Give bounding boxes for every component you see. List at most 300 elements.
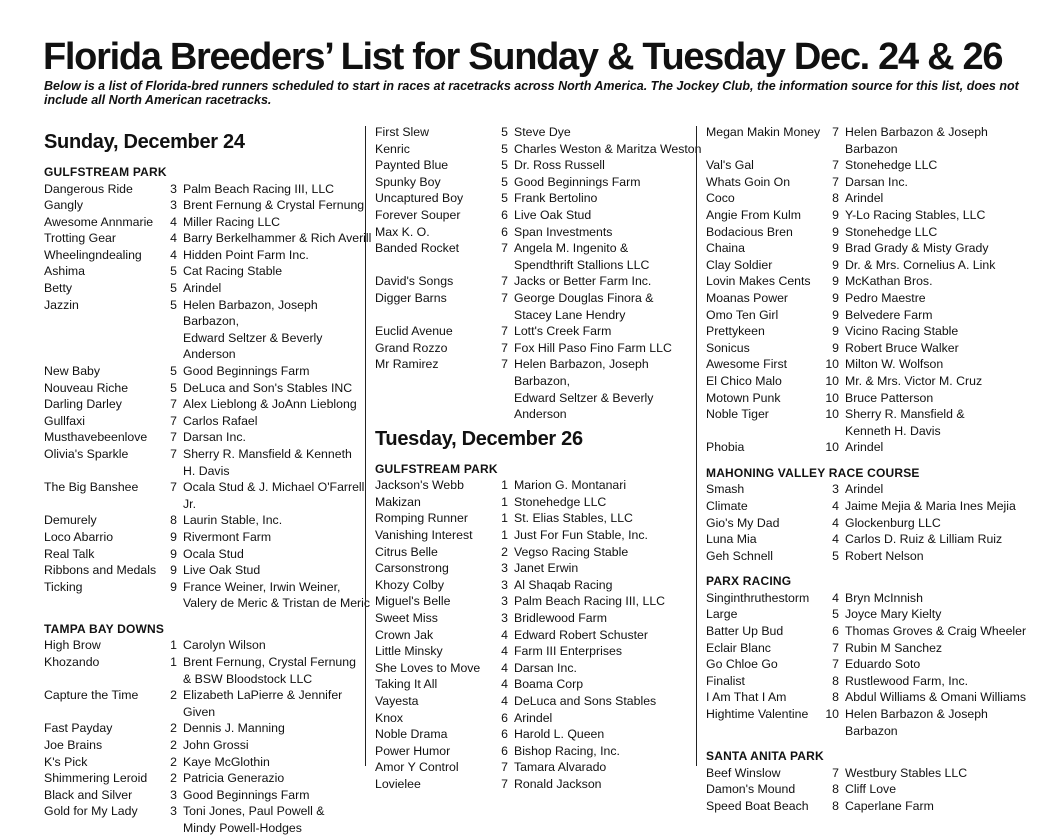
owner-name: DeLuca and Son's Stables INC: [183, 380, 353, 395]
race-number: 4: [832, 515, 839, 530]
owner-name: Darsan Inc.: [183, 430, 246, 445]
race-number: 2: [170, 738, 177, 752]
owner-name: Jacks or Better Farm Inc.: [514, 274, 652, 289]
owner-name: Ocala Stud & J. Michael O'Farrell Jr.: [183, 480, 365, 511]
entry-row: [44, 720, 374, 737]
horse-name: Banded Rocket: [375, 241, 460, 256]
horse-name: First Slew: [375, 125, 429, 139]
horse-name: Khozando: [44, 655, 100, 670]
race-number: 5: [170, 281, 177, 296]
track-heading: PARX RACING: [706, 574, 792, 589]
race-number: 4: [170, 214, 177, 229]
track-heading: GULFSTREAM PARK: [375, 461, 498, 476]
race-number: 5: [832, 548, 839, 563]
owner-name: Dr. & Mrs. Cornelius A. Link: [845, 257, 996, 272]
horse-name: Angie From Kulm: [706, 207, 801, 222]
entry-row: [44, 363, 374, 380]
race-number: 7: [832, 640, 839, 655]
entry-row: [44, 263, 374, 280]
horse-name: Real Talk: [44, 546, 95, 561]
horse-name: Whats Goin On: [706, 174, 791, 189]
horse-name: Chaina: [706, 241, 745, 256]
race-number: 4: [832, 498, 839, 513]
entry-row: [375, 676, 705, 693]
owner-name: Vicino Racing Stable: [845, 324, 959, 339]
entry-row: [375, 494, 705, 511]
entry-row: [375, 710, 705, 727]
entry-row: [44, 181, 374, 198]
horse-name: Gold for My Lady: [44, 804, 138, 819]
owner-name: Arindel: [514, 710, 553, 725]
owner-name: Sherry R. Mansfield & Kenneth H. Davis: [183, 447, 352, 478]
horse-name: Eclair Blanc: [706, 640, 771, 655]
horse-name: Gangly: [44, 198, 83, 213]
entry-row: [44, 687, 374, 720]
entry-row: [44, 413, 374, 430]
race-number: 1: [170, 638, 177, 653]
horse-name: Omo Ten Girl: [706, 307, 779, 322]
owner-name: Helen Barbazon, Joseph Barbazon, Edward Seltzer & Beverly Anderson: [183, 297, 323, 362]
horse-name: El Chico Malo: [706, 373, 782, 388]
race-number: 9: [832, 207, 839, 222]
race-number: 6: [501, 727, 508, 742]
entry-row: [44, 479, 374, 512]
horse-name: Singinthruthestorm: [706, 590, 810, 605]
owner-name: Milton W. Wolfson: [845, 357, 944, 372]
race-number: 1: [501, 478, 508, 493]
owner-name: Brent Fernung & Crystal Fernung: [183, 198, 365, 213]
race-number: 9: [832, 324, 839, 339]
race-number: 10: [825, 357, 839, 372]
race-number: 3: [170, 804, 177, 819]
race-number: 3: [501, 561, 508, 576]
owner-name: Y-Lo Racing Stables, LLC: [845, 207, 986, 222]
horse-name: Awesome Annmarie: [44, 214, 154, 229]
entry-row: [706, 481, 1036, 498]
entry-row: [706, 590, 1036, 607]
race-number: 5: [501, 191, 508, 206]
owner-name: Farm III Enterprises: [514, 644, 622, 659]
entry-row: [44, 737, 374, 754]
owner-name: St. Elias Stables, LLC: [514, 511, 633, 526]
owner-name: Marion G. Montanari: [514, 478, 627, 493]
race-number: 4: [832, 590, 839, 605]
horse-name: Max K. O.: [375, 224, 430, 239]
race-number: 6: [501, 710, 508, 725]
entry-row: [375, 776, 705, 793]
horse-name: Bodacious Bren: [706, 224, 793, 239]
entry-row: [706, 240, 1036, 257]
entry-row: [706, 224, 1036, 241]
race-number: 5: [501, 125, 508, 139]
entry-row: [44, 546, 374, 563]
entry-row: [706, 190, 1036, 207]
owner-name: Charles Weston & Maritza Weston: [514, 141, 702, 156]
entry-row: [706, 390, 1036, 407]
race-number: 7: [501, 760, 508, 775]
owner-name: Joyce Mary Kielty: [845, 607, 942, 622]
horse-name: Damon's Mound: [706, 782, 796, 797]
race-number: 10: [825, 407, 839, 422]
horse-name: Val's Gal: [706, 158, 754, 173]
entry-row: [44, 637, 374, 654]
column-3: [706, 124, 1036, 814]
owner-name: Ronald Jackson: [514, 776, 602, 791]
owner-name: Frank Bertolino: [514, 191, 598, 206]
horse-name: Joe Brains: [44, 738, 103, 752]
horse-name: Shimmering Leroid: [44, 771, 148, 786]
owner-name: Dr. Ross Russell: [514, 158, 605, 173]
owner-name: Pedro Maestre: [845, 290, 926, 305]
race-number: 2: [170, 771, 177, 786]
owner-name: Ocala Stud: [183, 546, 244, 561]
horse-name: The Big Banshee: [44, 480, 139, 495]
race-number: 9: [832, 257, 839, 272]
entry-row: [706, 623, 1036, 640]
owner-name: Carlos D. Ruiz & Lilliam Ruiz: [845, 532, 1003, 547]
race-number: 7: [170, 447, 177, 461]
race-number: 7: [832, 657, 839, 672]
horse-name: Lovielee: [375, 776, 421, 791]
entry-row: [706, 124, 1036, 157]
entry-row: [375, 340, 705, 357]
entry-row: [44, 247, 374, 264]
race-number: 8: [832, 191, 839, 206]
race-number: 7: [170, 430, 177, 445]
race-number: 9: [170, 529, 177, 544]
race-number: 10: [825, 440, 839, 455]
owner-name: Live Oak Stud: [514, 207, 592, 222]
owner-name: Carolyn Wilson: [183, 638, 266, 653]
race-number: 3: [501, 594, 508, 609]
entry-row: [706, 515, 1036, 532]
race-number: 8: [832, 798, 839, 813]
horse-name: Paynted Blue: [375, 158, 449, 173]
owner-name: DeLuca and Sons Stables: [514, 693, 657, 708]
horse-name: Olivia's Sparkle: [44, 447, 129, 461]
owner-name: Rivermont Farm: [183, 529, 272, 544]
owner-name: Boama Corp: [514, 677, 584, 692]
horse-name: Ribbons and Medals: [44, 563, 157, 578]
column-2: [375, 124, 705, 792]
owner-name: George Douglas Finora & Stacey Lane Hendry: [514, 290, 654, 322]
track-heading: TAMPA BAY DOWNS: [44, 621, 165, 636]
race-number: 3: [170, 787, 177, 802]
race-number: 8: [832, 782, 839, 797]
horse-name: Batter Up Bud: [706, 624, 784, 639]
owner-name: Al Shaqab Racing: [514, 577, 613, 592]
horse-name: Loco Abarrio: [44, 529, 114, 544]
horse-name: Megan Makin Money: [706, 125, 821, 139]
race-number: 3: [170, 198, 177, 213]
horse-name: Ashima: [44, 264, 86, 279]
entry-row: [706, 640, 1036, 657]
owner-name: Kaye McGlothin: [183, 754, 270, 769]
entry-row: [706, 781, 1036, 798]
race-number: 2: [170, 688, 177, 703]
owner-name: France Weiner, Irwin Weiner, Valery de Meric & Tristan de Meric: [183, 579, 371, 611]
entry-row: [706, 548, 1036, 565]
entry-row: [375, 174, 705, 191]
owner-name: Thomas Groves & Craig Wheeler: [845, 624, 1027, 639]
owner-name: Vegso Racing Stable: [514, 544, 629, 559]
entry-row: [375, 224, 705, 241]
race-number: 8: [832, 690, 839, 705]
owner-name: Stonehedge LLC: [845, 224, 938, 239]
horse-name: Jazzin: [44, 297, 79, 312]
owner-name: Tamara Alvarado: [514, 760, 607, 775]
owner-name: Westbury Stables LLC: [845, 765, 968, 780]
entry-row: [375, 290, 705, 323]
race-number: 5: [170, 297, 177, 312]
entry-row: [375, 610, 705, 627]
owner-name: Elizabeth LaPierre & Jennifer Given: [183, 688, 343, 719]
owner-name: Good Beginnings Farm: [183, 787, 310, 802]
entry-row: [375, 477, 705, 494]
entry-row: [706, 689, 1036, 706]
race-number: 4: [501, 677, 508, 692]
owner-name: Arindel: [845, 482, 884, 497]
owner-name: Rustlewood Farm, Inc.: [845, 673, 969, 688]
owner-name: Brad Grady & Misty Grady: [845, 241, 989, 256]
entry-row: [44, 396, 374, 413]
owner-name: Robert Nelson: [845, 548, 924, 563]
race-number: 7: [170, 480, 177, 495]
race-number: 2: [170, 721, 177, 736]
owner-name: Alex Lieblong & JoAnn Lieblong: [183, 397, 357, 412]
horse-name: Uncaptured Boy: [375, 191, 464, 206]
race-number: 7: [501, 340, 508, 355]
entry-row: [375, 627, 705, 644]
horse-name: Beef Winslow: [706, 765, 781, 780]
race-number: 7: [501, 324, 508, 339]
entry-row: [706, 656, 1036, 673]
entry-row: [44, 529, 374, 546]
owner-name: Belvedere Farm: [845, 307, 933, 322]
entry-row: [706, 356, 1036, 373]
race-number: 8: [170, 513, 177, 528]
horse-name: Sweet Miss: [375, 610, 438, 625]
entry-row: [706, 531, 1036, 548]
race-number: 7: [832, 158, 839, 173]
horse-name: High Brow: [44, 638, 101, 653]
race-number: 7: [501, 290, 508, 305]
horse-name: Grand Rozzo: [375, 340, 448, 355]
race-number: 9: [832, 340, 839, 355]
entry-row: [44, 280, 374, 297]
owner-name: Cat Racing Stable: [183, 264, 283, 279]
intro-text: Below is a list of Florida-bred runners scheduled to start in races at racetracks across North America. The Jockey Club, the information source for this list, does not include all North American racetracks.: [44, 79, 1019, 107]
owner-name: Bryn McInnish: [845, 590, 923, 605]
race-number: 2: [170, 754, 177, 769]
race-number: 10: [825, 390, 839, 405]
owner-name: Lott's Creek Farm: [514, 324, 612, 339]
race-number: 6: [832, 624, 839, 639]
owner-name: Arindel: [845, 191, 884, 206]
owner-name: Toni Jones, Paul Powell & Mindy Powell-Hodges: [183, 804, 325, 835]
owner-name: Bishop Racing, Inc.: [514, 743, 620, 758]
horse-name: Darling Darley: [44, 397, 122, 412]
owner-name: Good Beginnings Farm: [514, 174, 641, 189]
horse-name: Carsonstrong: [375, 561, 449, 576]
race-number: 9: [832, 274, 839, 289]
entry-row: [375, 157, 705, 174]
entry-row: [44, 787, 374, 804]
owner-name: Jaime Mejia & Maria Ines Mejia: [845, 498, 1016, 513]
race-number: 5: [170, 364, 177, 379]
owner-name: Just For Fun Stable, Inc.: [514, 527, 648, 542]
horse-name: Citrus Belle: [375, 544, 438, 559]
owner-name: Sherry R. Mansfield & Kenneth H. Davis: [845, 407, 965, 438]
entry-row: [375, 743, 705, 760]
horse-name: K's Pick: [44, 754, 88, 769]
horse-name: Digger Barns: [375, 290, 447, 305]
owner-name: Abdul Williams & Omani Williams: [845, 690, 1027, 705]
owner-name: Laurin Stable, Inc.: [183, 513, 283, 528]
owner-name: Caperlane Farm: [845, 798, 934, 813]
race-number: 3: [501, 577, 508, 592]
horse-name: Power Humor: [375, 743, 451, 758]
track-heading: SANTA ANITA PARK: [706, 749, 824, 764]
race-number: 9: [832, 307, 839, 322]
owner-name: Helen Barbazon, Joseph Barbazon, Edward Seltzer & Beverly Anderson: [514, 357, 654, 422]
horse-name: I Am That I Am: [706, 690, 787, 705]
entry-row: [375, 726, 705, 743]
column-divider: [365, 126, 366, 766]
owner-name: Arindel: [183, 281, 222, 296]
race-number: 5: [501, 141, 508, 156]
page-title: Florida Breeders’ List for Sunday & Tuesday Dec. 24 & 26: [43, 36, 1003, 78]
entry-row: [375, 190, 705, 207]
horse-name: Moanas Power: [706, 290, 789, 305]
horse-name: Forever Souper: [375, 207, 461, 222]
owner-name: Barry Berkelhammer & Rich Averill: [183, 231, 372, 246]
race-number: 4: [501, 660, 508, 675]
entry-row: [44, 429, 374, 446]
race-number: 7: [832, 765, 839, 780]
entry-row: [44, 512, 374, 529]
race-number: 7: [832, 174, 839, 189]
entry-row: [44, 446, 374, 479]
horse-name: Noble Drama: [375, 727, 448, 742]
entry-row: [706, 673, 1036, 690]
horse-name: Awesome First: [706, 357, 788, 372]
race-number: 9: [832, 290, 839, 305]
horse-name: Black and Silver: [44, 787, 133, 802]
race-number: 9: [832, 241, 839, 256]
entry-row: [375, 510, 705, 527]
race-number: 5: [501, 174, 508, 189]
horse-name: Euclid Avenue: [375, 324, 453, 339]
entry-row: [375, 356, 705, 422]
entry-row: [375, 759, 705, 776]
entry-row: [706, 765, 1036, 782]
race-number: 10: [825, 707, 839, 721]
horse-name: Climate: [706, 498, 748, 513]
horse-name: Phobia: [706, 440, 745, 455]
horse-name: Betty: [44, 281, 73, 296]
entry-row: [375, 207, 705, 224]
owner-name: Cliff Love: [845, 782, 897, 797]
horse-name: Mr Ramirez: [375, 357, 439, 372]
horse-name: Khozy Colby: [375, 577, 445, 592]
owner-name: Hidden Point Farm Inc.: [183, 247, 309, 262]
entry-row: [706, 290, 1036, 307]
race-number: 1: [501, 511, 508, 526]
entry-row: [706, 340, 1036, 357]
horse-name: Coco: [706, 191, 735, 206]
entry-row: [706, 373, 1036, 390]
horse-name: New Baby: [44, 364, 101, 379]
race-number: 3: [170, 181, 177, 196]
entry-row: [44, 654, 374, 687]
horse-name: Vanishing Interest: [375, 527, 473, 542]
owner-name: Glockenburg LLC: [845, 515, 941, 530]
race-number: 5: [170, 264, 177, 279]
horse-name: Makizan: [375, 494, 421, 509]
entry-row: [375, 544, 705, 561]
owner-name: Harold L. Queen: [514, 727, 605, 742]
entry-row: [706, 307, 1036, 324]
horse-name: Miguel's Belle: [375, 594, 451, 609]
owner-name: Helen Barbazon & Joseph Barbazon: [845, 125, 988, 156]
owner-name: Miller Racing LLC: [183, 214, 281, 229]
entry-row: [44, 214, 374, 231]
entry-row: [44, 803, 374, 836]
owner-name: Brent Fernung, Crystal Fernung & BSW Bloodstock LLC: [183, 655, 356, 686]
horse-name: Kenric: [375, 141, 410, 156]
race-number: 3: [832, 482, 839, 497]
entry-row: [44, 579, 374, 612]
race-number: 7: [832, 125, 839, 139]
owner-name: McKathan Bros.: [845, 274, 933, 289]
entry-row: [706, 323, 1036, 340]
column-1: [44, 124, 374, 837]
owner-name: Palm Beach Racing III, LLC: [183, 181, 335, 196]
owner-name: Carlos Rafael: [183, 413, 258, 428]
owner-name: Stonehedge LLC: [845, 158, 938, 173]
horse-name: Hightime Valentine: [706, 707, 809, 721]
owner-name: Edward Robert Schuster: [514, 627, 648, 642]
entry-row: [375, 273, 705, 290]
entry-row: [375, 693, 705, 710]
horse-name: Vayesta: [375, 693, 419, 708]
entry-row: [375, 124, 705, 141]
owner-name: Eduardo Soto: [845, 657, 921, 672]
horse-name: Nouveau Riche: [44, 380, 129, 395]
horse-name: Prettykeen: [706, 324, 765, 339]
owner-name: Stonehedge LLC: [514, 494, 607, 509]
horse-name: Wheelingndealing: [44, 247, 142, 262]
horse-name: Smash: [706, 482, 745, 497]
entry-row: [44, 380, 374, 397]
horse-name: Lovin Makes Cents: [706, 274, 811, 289]
entry-row: [706, 439, 1036, 456]
entry-row: [706, 498, 1036, 515]
race-number: 4: [501, 627, 508, 642]
horse-name: Trotting Gear: [44, 231, 116, 246]
owner-name: Span Investments: [514, 224, 613, 239]
race-number: 9: [170, 546, 177, 561]
owner-name: Darsan Inc.: [845, 174, 908, 189]
race-number: 4: [832, 532, 839, 547]
race-number: 9: [832, 224, 839, 239]
horse-name: Large: [706, 607, 738, 622]
race-number: 1: [501, 494, 508, 509]
race-number: 10: [825, 373, 839, 388]
race-number: 7: [170, 413, 177, 428]
race-number: 4: [501, 693, 508, 708]
